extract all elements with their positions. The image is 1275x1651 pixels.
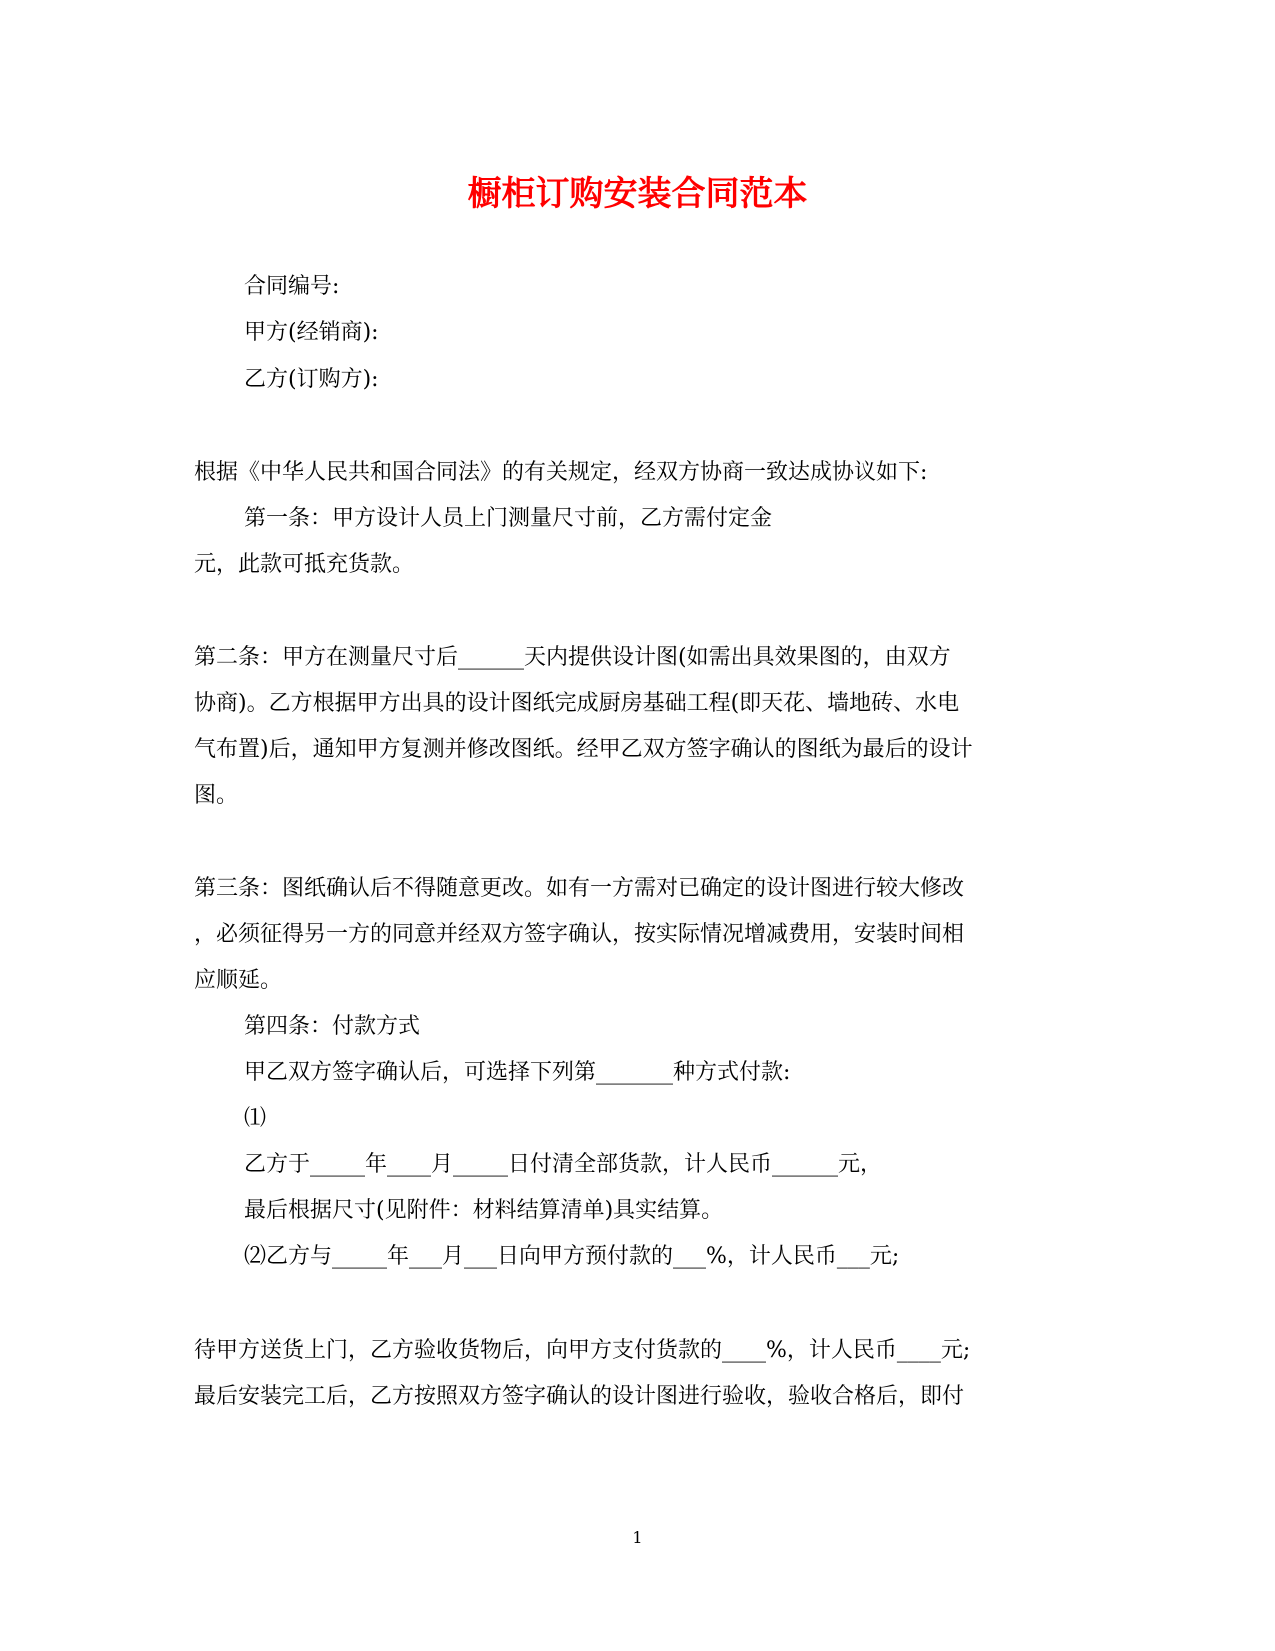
option-2-line-3: 最后安装完工后，乙方按照双方签字确认的设计图进行验收，验收合格后，即付 — [194, 1384, 965, 1409]
preamble-line: 根据《中华人民共和国合同法》的有关规定，经双方协商一致达成协议如下: — [194, 460, 928, 485]
article-3-line-3: 应顺延。 — [194, 968, 283, 993]
contract-number-line: 合同编号: — [244, 274, 340, 299]
party-a-line: 甲方(经销商): — [244, 320, 379, 345]
article-2-line-4: 图。 — [194, 783, 239, 808]
party-b-line: 乙方(订购方): — [244, 367, 379, 392]
option-2-line-1: ⑵乙方与_____年___月___日向甲方预付款的___%，计人民币___元; — [244, 1244, 900, 1269]
option-1-line-1: 乙方于_____年____月_____日付清全部货款，计人民币______元， — [244, 1152, 883, 1177]
article-2-line-3: 气布置)后，通知甲方复测并修改图纸。经甲乙双方签字确认的图纸为最后的设计 — [194, 737, 973, 762]
article-1-line-2: 元，此款可抵充货款。 — [194, 552, 415, 577]
article-3-line-2: ，必须征得另一方的同意并经双方签字确认，按实际情况增减费用，安装时间相 — [194, 922, 965, 947]
article-4-heading: 第四条：付款方式 — [244, 1014, 421, 1039]
option-1-line-2: 最后根据尺寸(见附件：材料结算清单)具实结算。 — [244, 1198, 724, 1223]
document-title: 橱柜订购安装合同范本 — [467, 174, 808, 214]
article-2-line-2: 协商)。乙方根据甲方出具的设计图纸完成厨房基础工程(即天花、墙地砖、水电 — [194, 691, 960, 716]
article-3-line-1: 第三条：图纸确认后不得随意更改。如有一方需对已确定的设计图进行较大修改 — [194, 876, 965, 901]
option-1-label: ⑴ — [244, 1106, 267, 1131]
article-2-line-1: 第二条：甲方在测量尺寸后______天内提供设计图(如需出具效果图的，由双方 — [194, 645, 951, 670]
article-1-line-1: 第一条：甲方设计人员上门测量尺寸前，乙方需付定金 — [244, 506, 773, 531]
payment-choice-line: 甲乙双方签字确认后，可选择下列第_______种方式付款: — [244, 1060, 791, 1085]
option-2-line-2: 待甲方送货上门，乙方验收货物后，向甲方支付货款的____%，计人民币____元; — [194, 1338, 971, 1363]
page-number: 1 — [632, 1528, 643, 1547]
